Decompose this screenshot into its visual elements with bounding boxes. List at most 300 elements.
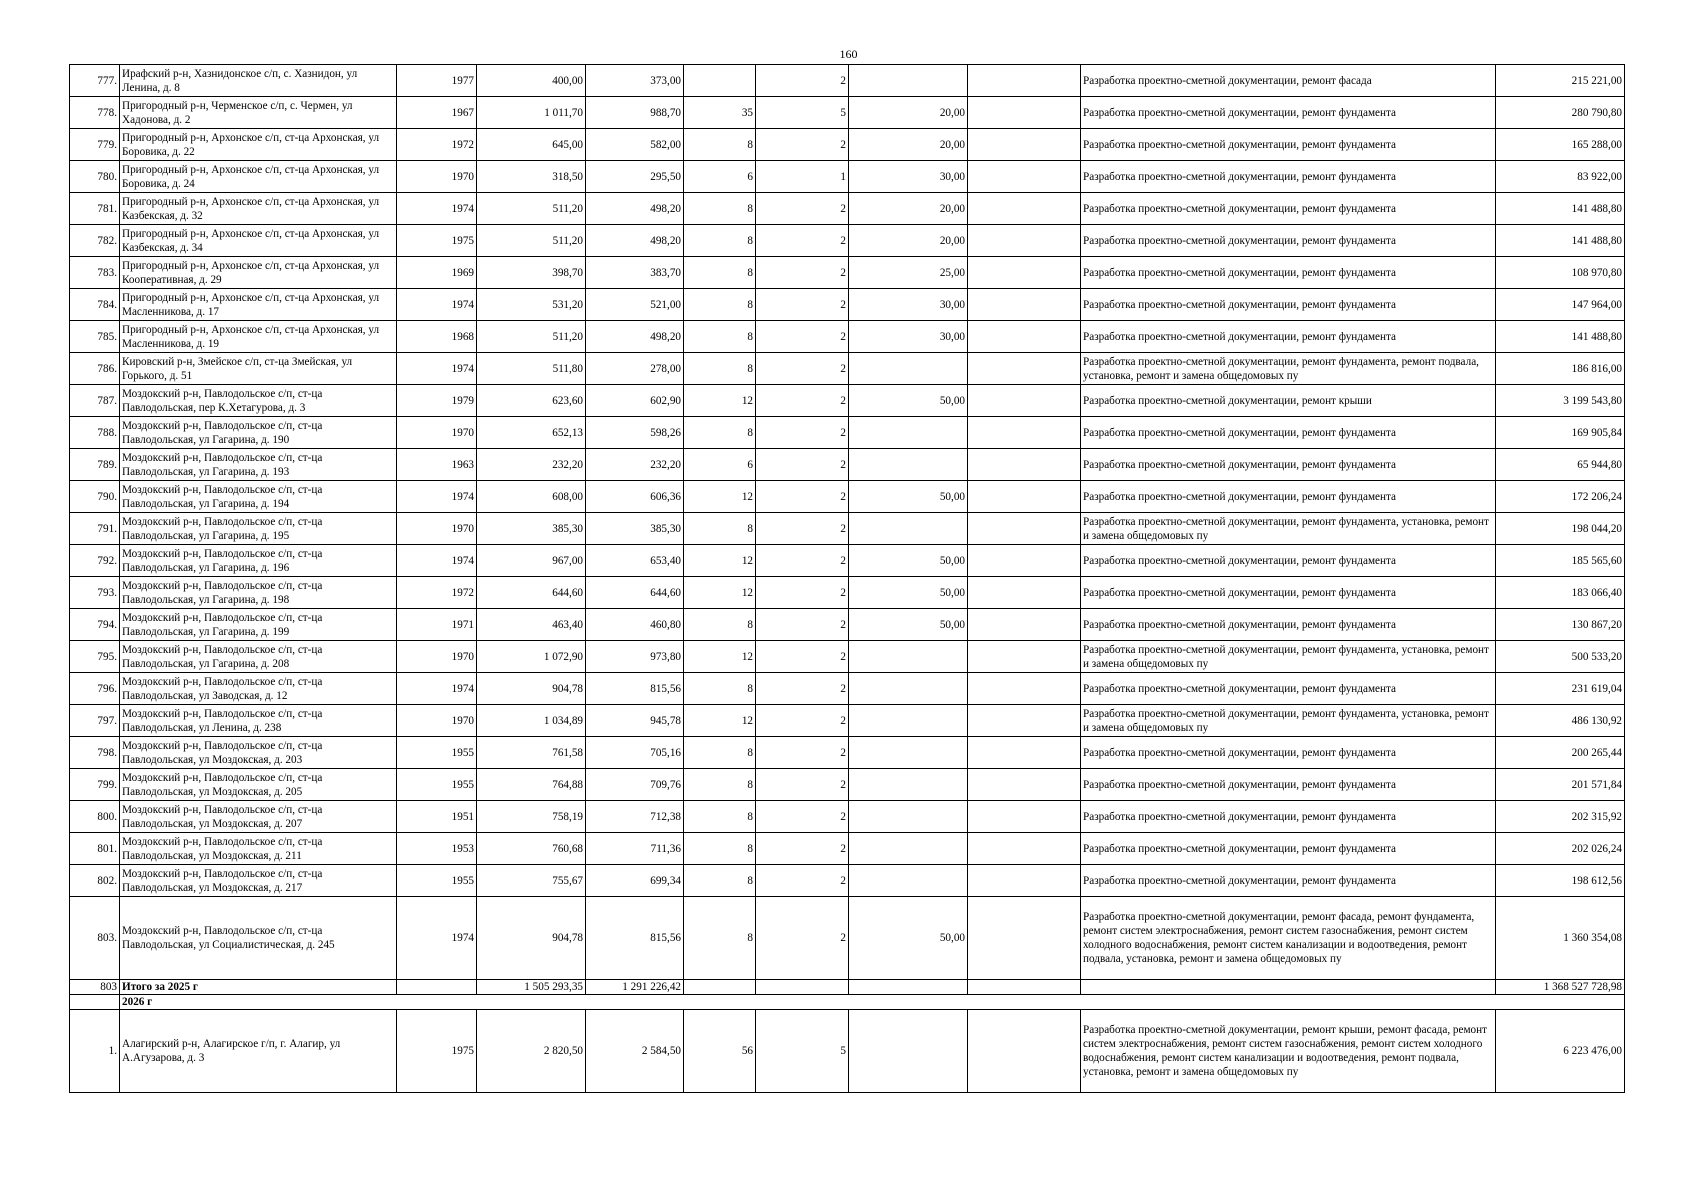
year-cell: 1968 <box>397 321 477 353</box>
apartments-cell: 8 <box>684 801 756 833</box>
year-cell: 1974 <box>397 289 477 321</box>
wear-cell <box>849 769 968 801</box>
living-area-cell: 653,40 <box>586 545 684 577</box>
row-number: 785. <box>70 321 120 353</box>
wear-cell: 20,00 <box>849 129 968 161</box>
address-cell: Моздокский р-н, Павлодольское с/п, ст-ца Павлодольская, ул Гагарина, д. 190 <box>120 417 397 449</box>
table-row <box>70 257 1625 289</box>
empty-cell <box>968 481 1081 513</box>
empty-cell <box>968 385 1081 417</box>
empty-cell <box>968 769 1081 801</box>
year-cell: 1970 <box>397 705 477 737</box>
floors-cell: 2 <box>756 737 849 769</box>
table-row <box>70 225 1625 257</box>
row-number: 781. <box>70 193 120 225</box>
address-cell: Моздокский р-н, Павлодольское с/п, ст-ца Павлодольская, ул Моздокская, д. 211 <box>120 833 397 865</box>
total-area-cell: 318,50 <box>477 161 586 193</box>
row-number: 792. <box>70 545 120 577</box>
floors-cell: 2 <box>756 897 849 980</box>
wear-cell: 30,00 <box>849 161 968 193</box>
wear-cell: 50,00 <box>849 577 968 609</box>
year-cell: 1953 <box>397 833 477 865</box>
apartments-cell: 12 <box>684 545 756 577</box>
total-area-cell: 608,00 <box>477 481 586 513</box>
table-row <box>70 161 1625 193</box>
living-area-cell: 278,00 <box>586 353 684 385</box>
apartments-cell: 8 <box>684 417 756 449</box>
table-row <box>70 385 1625 417</box>
address-cell: Ирафский р-н, Хазнидонское с/п, с. Хазнидон, ул Ленина, д. 8 <box>120 65 397 97</box>
floors-cell: 2 <box>756 673 849 705</box>
wear-cell <box>849 1010 968 1093</box>
floors-cell: 2 <box>756 609 849 641</box>
wear-cell <box>849 705 968 737</box>
total-area-cell: 511,20 <box>477 321 586 353</box>
empty-cell <box>968 161 1081 193</box>
wear-cell: 50,00 <box>849 545 968 577</box>
total-area-cell: 761,58 <box>477 737 586 769</box>
cost-cell: 169 905,84 <box>1496 417 1625 449</box>
work-type-cell: Разработка проектно-сметной документации, ремонт фундамента <box>1081 481 1496 513</box>
wear-cell <box>849 673 968 705</box>
row-number: 797. <box>70 705 120 737</box>
year-cell: 1951 <box>397 801 477 833</box>
total-row <box>70 980 1625 995</box>
row-number: 795. <box>70 641 120 673</box>
cost-cell: 186 816,00 <box>1496 353 1625 385</box>
living-area-cell: 460,80 <box>586 609 684 641</box>
work-type-cell: Разработка проектно-сметной документации, ремонт фундамента <box>1081 609 1496 641</box>
cost-cell: 231 619,04 <box>1496 673 1625 705</box>
cost-cell: 215 221,00 <box>1496 65 1625 97</box>
apartments-cell: 12 <box>684 641 756 673</box>
empty-cell <box>968 641 1081 673</box>
address-cell: Моздокский р-н, Павлодольское с/п, ст-ца Павлодольская, ул Гагарина, д. 193 <box>120 449 397 481</box>
cost-cell: 198 612,56 <box>1496 865 1625 897</box>
page-number: 160 <box>839 47 858 61</box>
address-cell: Пригородный р-н, Черменское с/п, с. Чермен, ул Хадонова, д. 2 <box>120 97 397 129</box>
cost-cell: 130 867,20 <box>1496 609 1625 641</box>
address-cell: Пригородный р-н, Архонское с/п, ст-ца Архонская, ул Кооперативная, д. 29 <box>120 257 397 289</box>
total-area-cell: 1 034,89 <box>477 705 586 737</box>
wear-cell <box>849 737 968 769</box>
wear-cell <box>849 65 968 97</box>
total-count: 803 <box>70 980 120 995</box>
floors-cell: 2 <box>756 385 849 417</box>
empty-cell <box>756 980 849 995</box>
work-type-cell: Разработка проектно-сметной документации, ремонт фундамента <box>1081 321 1496 353</box>
cost-cell: 198 044,20 <box>1496 513 1625 545</box>
table-row <box>70 417 1625 449</box>
address-cell: Моздокский р-н, Павлодольское с/п, ст-ца Павлодольская, ул Гагарина, д. 198 <box>120 577 397 609</box>
table-row <box>70 481 1625 513</box>
wear-cell <box>849 353 968 385</box>
cost-cell: 183 066,40 <box>1496 577 1625 609</box>
address-cell: Моздокский р-н, Павлодольское с/п, ст-ца Павлодольская, ул Социалистическая, д. 245 <box>120 897 397 980</box>
cost-cell: 141 488,80 <box>1496 225 1625 257</box>
address-cell: Алагирский р-н, Алагирское г/п, г. Алагир, ул А.Агузарова, д. 3 <box>120 1010 397 1093</box>
work-type-cell: Разработка проектно-сметной документации, ремонт крыши <box>1081 385 1496 417</box>
total-area-cell: 232,20 <box>477 449 586 481</box>
apartments-cell: 8 <box>684 225 756 257</box>
table-row <box>70 641 1625 673</box>
row-number: 1. <box>70 1010 120 1093</box>
living-area-cell: 373,00 <box>586 65 684 97</box>
work-type-cell: Разработка проектно-сметной документации, ремонт фундамента <box>1081 833 1496 865</box>
address-cell: Пригородный р-н, Архонское с/п, ст-ца Архонская, ул Казбекская, д. 34 <box>120 225 397 257</box>
total-area-cell: 764,88 <box>477 769 586 801</box>
year-cell: 1974 <box>397 481 477 513</box>
work-type-cell: Разработка проектно-сметной документации, ремонт фундамента, установка, ремонт и замена общедомовых пу <box>1081 513 1496 545</box>
row-number: 787. <box>70 385 120 417</box>
living-area-cell: 295,50 <box>586 161 684 193</box>
empty-cell <box>968 97 1081 129</box>
year-cell: 1972 <box>397 129 477 161</box>
apartments-cell: 6 <box>684 161 756 193</box>
row-number: 782. <box>70 225 120 257</box>
living-area-sum: 1 291 226,42 <box>586 980 684 995</box>
apartments-cell: 8 <box>684 257 756 289</box>
table-row <box>70 769 1625 801</box>
apartments-cell: 12 <box>684 481 756 513</box>
year-cell: 1974 <box>397 545 477 577</box>
row-number: 800. <box>70 801 120 833</box>
work-type-cell: Разработка проектно-сметной документации, ремонт фасада, ремонт фундамента, ремонт систем электроснабжения, ремонт систем газоснабжения, ремонт систем холодного водоснабжения, ремонт систем канализации и водоотведения, ремонт подвала, установка, ремонт и замена общедомовых пу <box>1081 897 1496 980</box>
address-cell: Моздокский р-н, Павлодольское с/п, ст-ца Павлодольская, ул Гагарина, д. 199 <box>120 609 397 641</box>
living-area-cell: 644,60 <box>586 577 684 609</box>
work-type-cell: Разработка проектно-сметной документации, ремонт фундамента <box>1081 417 1496 449</box>
year-cell: 1955 <box>397 769 477 801</box>
cost-cell: 83 922,00 <box>1496 161 1625 193</box>
empty-cell <box>968 193 1081 225</box>
total-area-cell: 645,00 <box>477 129 586 161</box>
year-heading: 2026 г <box>120 995 1625 1010</box>
work-type-cell: Разработка проектно-сметной документации, ремонт фундамента <box>1081 449 1496 481</box>
living-area-cell: 498,20 <box>586 193 684 225</box>
year-cell: 1969 <box>397 257 477 289</box>
address-cell: Моздокский р-н, Павлодольское с/п, ст-ца Павлодольская, пер К.Хетагурова, д. 3 <box>120 385 397 417</box>
cost-cell: 200 265,44 <box>1496 737 1625 769</box>
address-cell: Моздокский р-н, Павлодольское с/п, ст-ца Павлодольская, ул Заводская, д. 12 <box>120 673 397 705</box>
floors-cell: 2 <box>756 417 849 449</box>
year-cell: 1977 <box>397 65 477 97</box>
address-cell: Пригородный р-н, Архонское с/п, ст-ца Архонская, ул Масленникова, д. 17 <box>120 289 397 321</box>
total-area-cell: 385,30 <box>477 513 586 545</box>
table-row <box>70 129 1625 161</box>
table-row <box>70 97 1625 129</box>
empty-cell <box>968 449 1081 481</box>
floors-cell: 2 <box>756 225 849 257</box>
floors-cell: 2 <box>756 353 849 385</box>
floors-cell: 1 <box>756 161 849 193</box>
cost-cell: 280 790,80 <box>1496 97 1625 129</box>
year-cell: 1970 <box>397 641 477 673</box>
cost-cell: 185 565,60 <box>1496 545 1625 577</box>
work-type-cell: Разработка проектно-сметной документации, ремонт фундамента <box>1081 577 1496 609</box>
living-area-cell: 602,90 <box>586 385 684 417</box>
work-type-cell: Разработка проектно-сметной документации, ремонт фундамента, ремонт подвала, установка, ремонт и замена общедомовых пу <box>1081 353 1496 385</box>
empty-cell <box>968 225 1081 257</box>
floors-cell: 2 <box>756 289 849 321</box>
year-heading-row <box>70 995 1625 1010</box>
wear-cell: 50,00 <box>849 481 968 513</box>
total-label: Итого за 2025 г <box>120 980 397 995</box>
row-number: 777. <box>70 65 120 97</box>
floors-cell: 2 <box>756 705 849 737</box>
total-area-cell: 967,00 <box>477 545 586 577</box>
address-cell: Моздокский р-н, Павлодольское с/п, ст-ца Павлодольская, ул Ленина, д. 238 <box>120 705 397 737</box>
address-cell: Моздокский р-н, Павлодольское с/п, ст-ца Павлодольская, ул Гагарина, д. 194 <box>120 481 397 513</box>
wear-cell: 20,00 <box>849 97 968 129</box>
total-area-cell: 758,19 <box>477 801 586 833</box>
address-cell: Моздокский р-н, Павлодольское с/п, ст-ца Павлодольская, ул Гагарина, д. 208 <box>120 641 397 673</box>
year-cell: 1975 <box>397 1010 477 1093</box>
address-cell: Пригородный р-н, Архонское с/п, ст-ца Архонская, ул Казбекская, д. 32 <box>120 193 397 225</box>
empty-cell <box>968 353 1081 385</box>
floors-cell: 2 <box>756 481 849 513</box>
empty-cell <box>684 980 756 995</box>
cost-cell: 500 533,20 <box>1496 641 1625 673</box>
table-row <box>70 449 1625 481</box>
work-type-cell: Разработка проектно-сметной документации, ремонт фундамента <box>1081 865 1496 897</box>
living-area-cell: 711,36 <box>586 833 684 865</box>
empty-cell <box>968 673 1081 705</box>
apartments-cell: 8 <box>684 673 756 705</box>
year-cell: 1955 <box>397 737 477 769</box>
total-area-cell: 760,68 <box>477 833 586 865</box>
work-type-cell: Разработка проектно-сметной документации, ремонт крыши, ремонт фасада, ремонт систем электроснабжения, ремонт систем газоснабжения, ремонт систем холодного водоснабжения, ремонт систем канализации и водоотведения, ремонт подвала, установка, ремонт и замена общедомовых пу <box>1081 1010 1496 1093</box>
address-cell: Пригородный р-н, Архонское с/п, ст-ца Архонская, ул Боровика, д. 24 <box>120 161 397 193</box>
table-row-2026-1 <box>70 1010 1625 1093</box>
wear-cell: 30,00 <box>849 289 968 321</box>
table-row <box>70 609 1625 641</box>
table-row <box>70 545 1625 577</box>
floors-cell: 2 <box>756 769 849 801</box>
floors-cell: 2 <box>756 577 849 609</box>
year-cell: 1974 <box>397 353 477 385</box>
apartments-cell: 35 <box>684 97 756 129</box>
wear-cell <box>849 801 968 833</box>
year-cell: 1970 <box>397 513 477 545</box>
table-row <box>70 353 1625 385</box>
empty-cell <box>968 545 1081 577</box>
apartments-cell: 8 <box>684 865 756 897</box>
wear-cell <box>849 641 968 673</box>
work-type-cell: Разработка проектно-сметной документации, ремонт фундамента <box>1081 225 1496 257</box>
total-area-cell: 463,40 <box>477 609 586 641</box>
total-area-cell: 904,78 <box>477 897 586 980</box>
wear-cell <box>849 449 968 481</box>
work-type-cell: Разработка проектно-сметной документации, ремонт фундамента <box>1081 801 1496 833</box>
living-area-cell: 521,00 <box>586 289 684 321</box>
empty-cell <box>968 865 1081 897</box>
address-cell: Моздокский р-н, Павлодольское с/п, ст-ца Павлодольская, ул Моздокская, д. 217 <box>120 865 397 897</box>
wear-cell: 20,00 <box>849 225 968 257</box>
total-area-cell: 1 072,90 <box>477 641 586 673</box>
cost-cell: 202 026,24 <box>1496 833 1625 865</box>
row-number: 788. <box>70 417 120 449</box>
row-number: 801. <box>70 833 120 865</box>
floors-cell: 2 <box>756 129 849 161</box>
cost-cell: 202 315,92 <box>1496 801 1625 833</box>
year-cell: 1955 <box>397 865 477 897</box>
floors-cell: 2 <box>756 833 849 865</box>
work-type-cell: Разработка проектно-сметной документации, ремонт фундамента, установка, ремонт и замена общедомовых пу <box>1081 641 1496 673</box>
address-cell: Моздокский р-н, Павлодольское с/п, ст-ца Павлодольская, ул Моздокская, д. 203 <box>120 737 397 769</box>
total-area-cell: 623,60 <box>477 385 586 417</box>
row-number: 799. <box>70 769 120 801</box>
row-number: 803. <box>70 897 120 980</box>
row-number: 789. <box>70 449 120 481</box>
apartments-cell: 6 <box>684 449 756 481</box>
total-area-cell: 400,00 <box>477 65 586 97</box>
address-cell: Моздокский р-н, Павлодольское с/п, ст-ца Павлодольская, ул Моздокская, д. 207 <box>120 801 397 833</box>
year-cell: 1967 <box>397 97 477 129</box>
living-area-cell: 2 584,50 <box>586 1010 684 1093</box>
cost-cell: 3 199 543,80 <box>1496 385 1625 417</box>
row-number: 780. <box>70 161 120 193</box>
apartments-cell: 12 <box>684 705 756 737</box>
apartments-cell: 8 <box>684 129 756 161</box>
floors-cell: 2 <box>756 193 849 225</box>
apartments-cell: 8 <box>684 193 756 225</box>
living-area-cell: 815,56 <box>586 897 684 980</box>
empty-cell <box>968 980 1081 995</box>
year-cell: 1974 <box>397 673 477 705</box>
address-cell: Пригородный р-н, Архонское с/п, ст-ца Архонская, ул Масленникова, д. 19 <box>120 321 397 353</box>
empty-cell <box>968 897 1081 980</box>
apartments-cell: 12 <box>684 577 756 609</box>
table-row <box>70 289 1625 321</box>
work-type-cell: Разработка проектно-сметной документации, ремонт фундамента <box>1081 769 1496 801</box>
empty-cell <box>968 129 1081 161</box>
cost-sum: 1 368 527 728,98 <box>1496 980 1625 995</box>
apartments-cell: 8 <box>684 353 756 385</box>
living-area-cell: 498,20 <box>586 225 684 257</box>
total-area-sum: 1 505 293,35 <box>477 980 586 995</box>
floors-cell: 2 <box>756 449 849 481</box>
wear-cell: 50,00 <box>849 609 968 641</box>
cost-cell: 486 130,92 <box>1496 705 1625 737</box>
living-area-cell: 383,70 <box>586 257 684 289</box>
empty-cell <box>849 980 968 995</box>
work-type-cell: Разработка проектно-сметной документации, ремонт фундамента <box>1081 289 1496 321</box>
apartments-cell: 8 <box>684 737 756 769</box>
living-area-cell: 988,70 <box>586 97 684 129</box>
total-area-cell: 398,70 <box>477 257 586 289</box>
empty-cell <box>968 257 1081 289</box>
table-row <box>70 513 1625 545</box>
address-cell: Пригородный р-н, Архонское с/п, ст-ца Архонская, ул Боровика, д. 22 <box>120 129 397 161</box>
empty-cell <box>968 513 1081 545</box>
year-cell: 1974 <box>397 897 477 980</box>
wear-cell: 30,00 <box>849 321 968 353</box>
floors-cell: 2 <box>756 545 849 577</box>
cost-cell: 108 970,80 <box>1496 257 1625 289</box>
year-cell: 1970 <box>397 161 477 193</box>
table-row <box>70 193 1625 225</box>
living-area-cell: 699,34 <box>586 865 684 897</box>
apartments-cell: 8 <box>684 769 756 801</box>
apartments-cell <box>684 65 756 97</box>
empty-cell <box>968 737 1081 769</box>
row-number: 779. <box>70 129 120 161</box>
cost-cell: 141 488,80 <box>1496 193 1625 225</box>
living-area-cell: 973,80 <box>586 641 684 673</box>
total-area-cell: 1 011,70 <box>477 97 586 129</box>
apartments-cell: 8 <box>684 289 756 321</box>
empty-cell <box>968 1010 1081 1093</box>
total-area-cell: 904,78 <box>477 673 586 705</box>
cost-cell: 6 223 476,00 <box>1496 1010 1625 1093</box>
floors-cell: 2 <box>756 865 849 897</box>
year-cell: 1972 <box>397 577 477 609</box>
living-area-cell: 582,00 <box>586 129 684 161</box>
work-type-cell: Разработка проектно-сметной документации, ремонт фундамента <box>1081 129 1496 161</box>
year-cell: 1970 <box>397 417 477 449</box>
cost-cell: 1 360 354,08 <box>1496 897 1625 980</box>
work-type-cell: Разработка проектно-сметной документации, ремонт фундамента <box>1081 97 1496 129</box>
wear-cell: 50,00 <box>849 897 968 980</box>
row-number: 794. <box>70 609 120 641</box>
row-number: 793. <box>70 577 120 609</box>
apartments-cell: 8 <box>684 897 756 980</box>
living-area-cell: 709,76 <box>586 769 684 801</box>
total-area-cell: 2 820,50 <box>477 1010 586 1093</box>
work-type-cell: Разработка проектно-сметной документации, ремонт фундамента <box>1081 193 1496 225</box>
total-area-cell: 644,60 <box>477 577 586 609</box>
row-number: 796. <box>70 673 120 705</box>
address-cell: Моздокский р-н, Павлодольское с/п, ст-ца Павлодольская, ул Гагарина, д. 195 <box>120 513 397 545</box>
total-area-cell: 755,67 <box>477 865 586 897</box>
total-area-cell: 531,20 <box>477 289 586 321</box>
work-type-cell: Разработка проектно-сметной документации, ремонт фундамента <box>1081 673 1496 705</box>
row-number: 802. <box>70 865 120 897</box>
floors-cell: 2 <box>756 321 849 353</box>
table-row <box>70 577 1625 609</box>
floors-cell: 2 <box>756 257 849 289</box>
floors-cell: 5 <box>756 1010 849 1093</box>
year-cell: 1963 <box>397 449 477 481</box>
work-type-cell: Разработка проектно-сметной документации, ремонт фундамента, установка, ремонт и замена общедомовых пу <box>1081 705 1496 737</box>
row-number: 778. <box>70 97 120 129</box>
living-area-cell: 606,36 <box>586 481 684 513</box>
work-type-cell: Разработка проектно-сметной документации, ремонт фундамента <box>1081 257 1496 289</box>
cost-cell: 165 288,00 <box>1496 129 1625 161</box>
apartments-cell: 8 <box>684 609 756 641</box>
empty-cell <box>968 321 1081 353</box>
living-area-cell: 705,16 <box>586 737 684 769</box>
empty-cell <box>968 705 1081 737</box>
empty-cell <box>1081 980 1496 995</box>
address-cell: Моздокский р-н, Павлодольское с/п, ст-ца Павлодольская, ул Моздокская, д. 205 <box>120 769 397 801</box>
floors-cell: 2 <box>756 801 849 833</box>
empty-cell <box>968 65 1081 97</box>
living-area-cell: 385,30 <box>586 513 684 545</box>
wear-cell: 25,00 <box>849 257 968 289</box>
empty-cell <box>968 577 1081 609</box>
empty-cell <box>397 980 477 995</box>
empty-cell <box>70 995 120 1010</box>
year-cell: 1975 <box>397 225 477 257</box>
wear-cell <box>849 417 968 449</box>
table-row-803 <box>70 897 1625 980</box>
living-area-cell: 498,20 <box>586 321 684 353</box>
apartments-cell: 8 <box>684 513 756 545</box>
table-row <box>70 833 1625 865</box>
cost-cell: 147 964,00 <box>1496 289 1625 321</box>
row-number: 786. <box>70 353 120 385</box>
